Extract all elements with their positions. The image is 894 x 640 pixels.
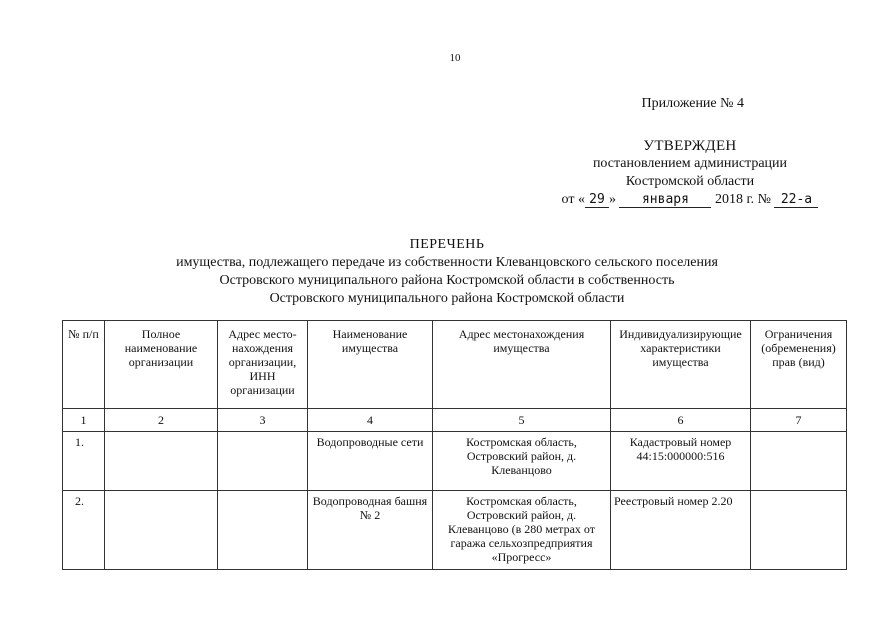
approval-date-line (560, 191, 820, 209)
cell-property-address: Костромская область, Островский район, д. Клеванцово (в 280 метрах от гаража сельхозпредприятия «Прогресс» (433, 491, 611, 570)
column-number: 1 (63, 409, 105, 432)
header-characteristics: Индивидуализирующие характеристики имущества (611, 321, 751, 409)
cell-characteristics: Кадастровый номер 44:15:000000:516 (611, 432, 751, 491)
header-restrictions: Ограничения (обременения) прав (вид) (751, 321, 847, 409)
cell-organization-name (105, 432, 218, 491)
cell-characteristics: Реестровый номер 2.20 (611, 491, 751, 570)
cell-property-address: Костромская область, Островский район, д. Клеванцово (433, 432, 611, 491)
cell-restrictions (751, 432, 847, 491)
cell-organization-name (105, 491, 218, 570)
approval-block (560, 137, 820, 209)
approval-line-2: Костромской области (625, 174, 755, 189)
approval-line-1: постановлением администрации (592, 156, 788, 171)
column-number: 4 (308, 409, 433, 432)
column-number: 7 (751, 409, 847, 432)
cell-organization-address (218, 432, 308, 491)
column-number: 5 (433, 409, 611, 432)
document-title (0, 236, 894, 308)
date-year: 2018 г. № (714, 192, 771, 207)
column-number: 2 (105, 409, 218, 432)
cell-organization-address (218, 491, 308, 570)
cell-property-name: Водопроводная башня № 2 (308, 491, 433, 570)
date-day: 29 (585, 192, 609, 208)
header-index: № п/п (63, 321, 105, 409)
header-organization-name: Полное наименование организации (105, 321, 218, 409)
header-property-name: Наименование имущества (308, 321, 433, 409)
appendix-label: Приложение № 4 (641, 96, 744, 111)
title-line-2: Островского муниципального района Костромской области в собственность (219, 273, 675, 288)
row-index: 1. (63, 432, 105, 491)
approved-heading: УТВЕРЖДЕН (643, 138, 737, 154)
table-row (63, 432, 847, 491)
cell-property-name: Водопроводные сети (308, 432, 433, 491)
resolution-number: 22-а (774, 192, 818, 208)
date-month: января (619, 192, 711, 208)
cell-restrictions (751, 491, 847, 570)
column-number-row (63, 409, 847, 432)
column-number: 3 (218, 409, 308, 432)
row-index: 2. (63, 491, 105, 570)
title-line-1: имущества, подлежащего передаче из собственности Клеванцовского сельского поселения (176, 255, 718, 270)
property-table (62, 320, 847, 570)
table-row (63, 491, 847, 570)
date-prefix: от « (561, 192, 585, 207)
header-property-address: Адрес местонахождения имущества (433, 321, 611, 409)
title-line-3: Островского муниципального района Костромской области (269, 291, 625, 306)
column-number: 6 (611, 409, 751, 432)
table-header-row (63, 321, 847, 409)
page-number: 10 (449, 52, 461, 64)
date-mid: » (608, 192, 616, 207)
header-organization-address: Адрес место-нахождения организации, ИНН организации (218, 321, 308, 409)
title-heading: ПЕРЕЧЕНЬ (409, 237, 485, 252)
